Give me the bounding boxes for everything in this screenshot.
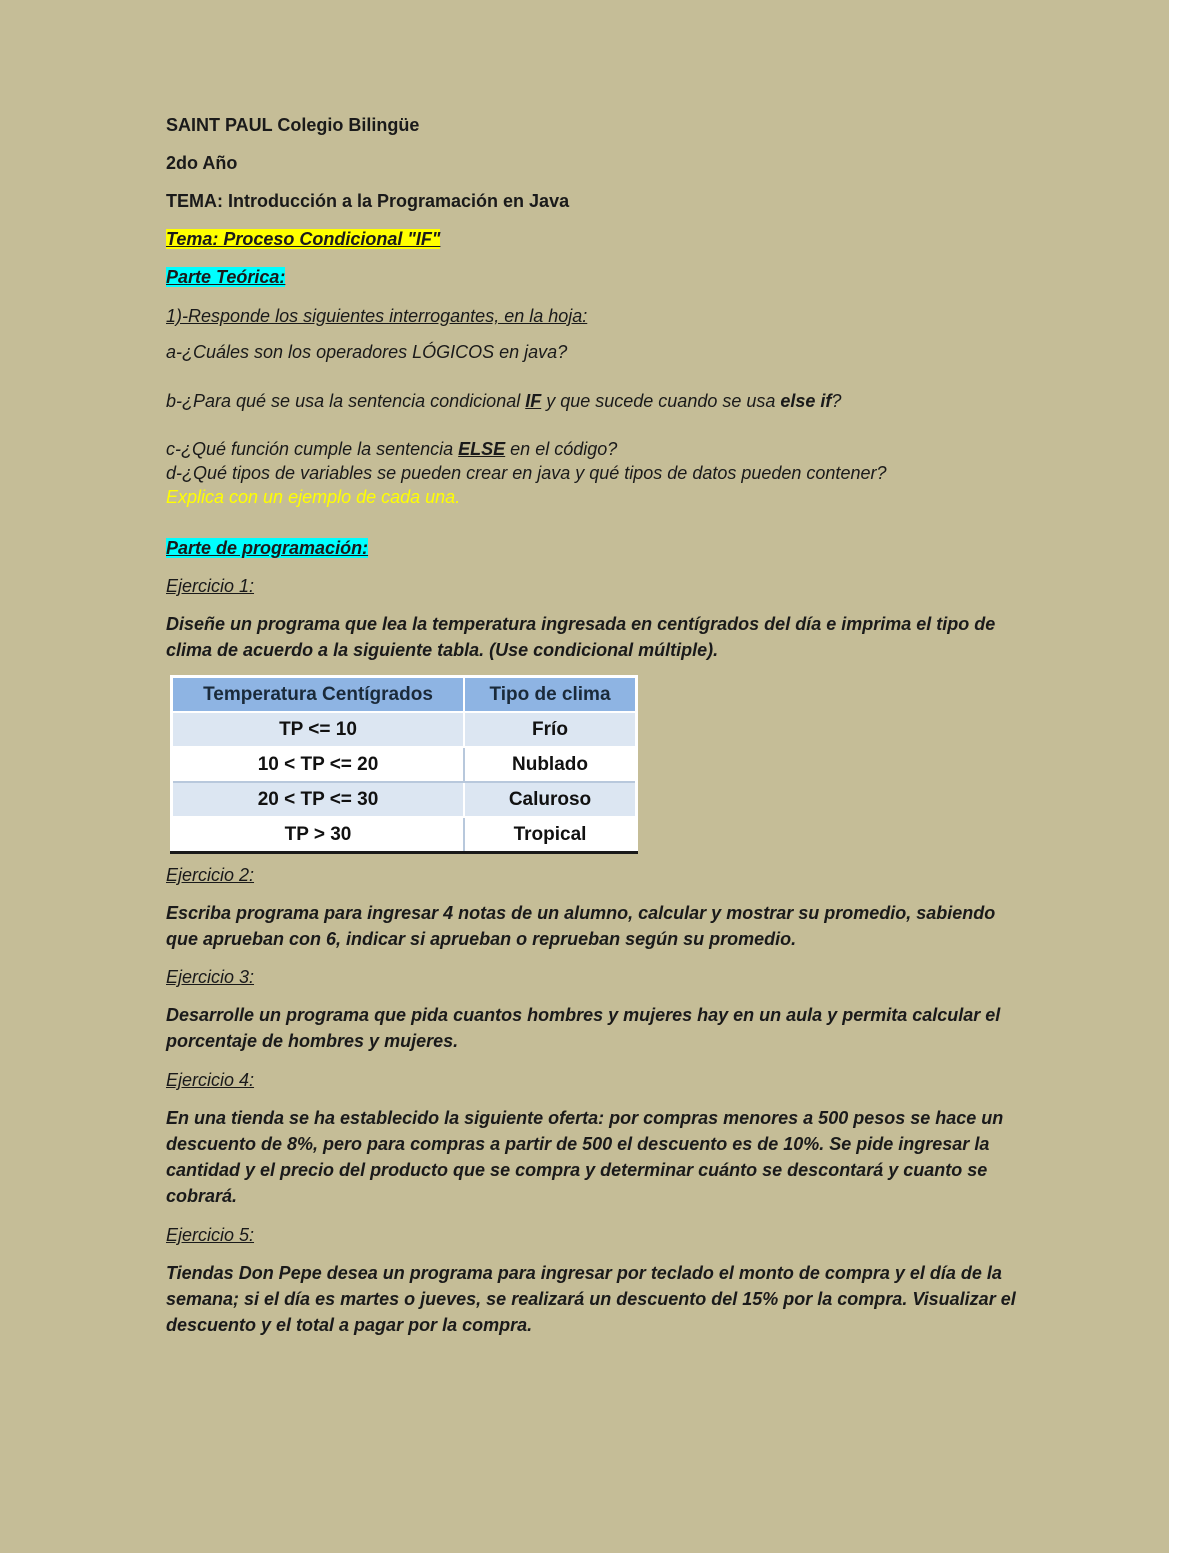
exercise-2-text: Escriba programa para ingresar 4 notas de un alumno, calcular y mostrar su promedio, sabiendo que aprueban con 6, indicar si aprueban o reprueban según su promedio.	[166, 903, 996, 949]
question-b-if: IF	[525, 391, 542, 411]
table-row	[172, 782, 637, 817]
table-cell-climate: Nublado	[464, 747, 637, 782]
main-topic: TEMA: Introducción a la Programación en Java	[166, 191, 570, 211]
table-cell-range: TP <= 10	[172, 712, 465, 747]
sub-topic	[166, 227, 440, 251]
question-b-elseif: else if	[780, 391, 832, 411]
exercise-1-text: Diseñe un programa que lea la temperatura ingresada en centígrados del día e imprima el tipo de clima de acuerdo a la siguiente tabla. (Use condicional múltiple).	[166, 614, 996, 660]
climate-table-header-row	[172, 677, 637, 713]
exercise-3-title: Ejercicio 3:	[166, 967, 255, 987]
exercise-5-title: Ejercicio 5:	[166, 1225, 255, 1245]
question-b	[166, 389, 841, 413]
exercise-2-title: Ejercicio 2:	[166, 865, 255, 885]
table-cell-climate: Caluroso	[464, 782, 637, 817]
exercise-3-text: Desarrolle un programa que pida cuantos hombres y mujeres hay en un aula y permita calcular el porcentaje de hombres y mujeres.	[166, 1005, 1001, 1051]
programming-heading	[166, 536, 368, 560]
question-c	[166, 437, 617, 461]
table-row	[172, 712, 637, 747]
question-d-extra: Explica con un ejemplo de cada una.	[166, 487, 461, 507]
table-cell-range: 10 < TP <= 20	[172, 747, 465, 782]
theory-instruction: 1)-Responde los siguientes interrogantes, en la hoja:	[166, 306, 588, 326]
header-temperature: Temperatura Centígrados	[172, 677, 465, 713]
table-row	[172, 817, 637, 853]
question-c-pre: c-¿Qué función cumple la sentencia	[166, 439, 459, 459]
question-d: d-¿Qué tipos de variables se pueden crear en java y qué tipos de datos pueden contener?	[166, 463, 887, 483]
exercise-4-title: Ejercicio 4:	[166, 1070, 255, 1090]
question-c-end: en el código?	[505, 439, 618, 459]
programming-heading-text: Parte de programación:	[166, 538, 369, 558]
question-b-pre: b-¿Para qué se usa la sentencia condicional	[166, 391, 526, 411]
exercise-5-text: Tiendas Don Pepe desea un programa para ingresar por teclado el monto de compra y el día de la semana; si el día es martes o jueves, se realizará un descuento del 15% por la compra. Visualizar el descuento y el total a pagar por la compra.	[166, 1263, 1016, 1335]
theory-heading-text: Parte Teórica:	[166, 267, 286, 287]
exercise-1-title: Ejercicio 1:	[166, 576, 255, 596]
exercise-4-text: En una tienda se ha establecido la siguiente oferta: por compras menores a 500 pesos se hace un descuento de 8%, pero para compras a partir de 500 el descuento es de 10%. Se pide ingresar la cantidad y el precio del producto que se compra y determinar cuánto se descontará y cuanto se cobrará.	[166, 1108, 1004, 1206]
question-b-end: ?	[831, 391, 842, 411]
sub-topic-text: Tema: Proceso Condicional "IF"	[166, 229, 441, 249]
theory-heading	[166, 265, 285, 289]
table-cell-range: TP > 30	[172, 817, 465, 853]
table-cell-climate: Frío	[464, 712, 637, 747]
table-cell-climate: Tropical	[464, 817, 637, 853]
table-row	[172, 747, 637, 782]
question-c-else: ELSE	[458, 439, 506, 459]
school-year: 2do Año	[166, 153, 238, 173]
header-climate-type: Tipo de clima	[464, 677, 637, 713]
question-b-mid: y que sucede cuando se usa	[541, 391, 781, 411]
question-a: a-¿Cuáles son los operadores LÓGICOS en java?	[166, 342, 568, 362]
school-name: SAINT PAUL Colegio Bilingüe	[166, 115, 420, 135]
climate-table	[170, 675, 638, 854]
table-cell-range: 20 < TP <= 30	[172, 782, 465, 817]
